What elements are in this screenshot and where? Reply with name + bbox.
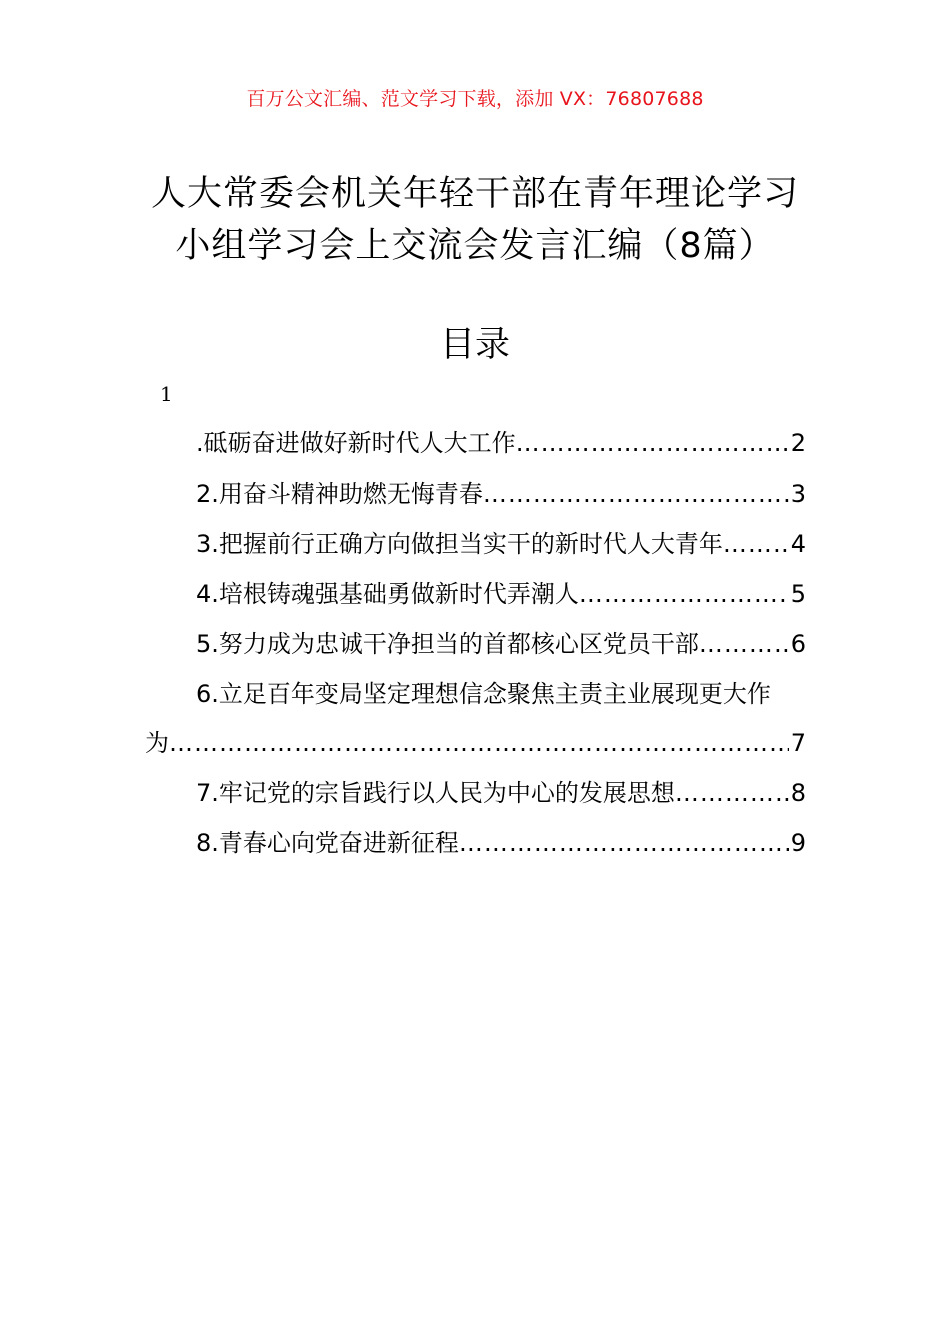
toc-entry-1[interactable] xyxy=(196,423,806,463)
toc-heading: 目录 xyxy=(439,325,510,365)
toc-page-number: 8 xyxy=(790,779,806,807)
toc-page-number: 3 xyxy=(790,480,806,508)
toc-entry-text: .砥砺奋进做好新时代人大工作 xyxy=(196,429,516,457)
toc-leader-dots xyxy=(483,474,789,514)
toc-entry-text-continued: 为 xyxy=(145,729,169,757)
toc-entry-text: 3.把握前行正确方向做担当实干的新时代人大青年 xyxy=(196,530,723,558)
toc-entry-text: 4.培根铸魂强基础勇做新时代弄潮人 xyxy=(196,580,579,608)
header-note: 百万公文汇编、范文学习下载，添加 VX：76807688 xyxy=(246,88,704,110)
toc-leader-dots xyxy=(699,624,789,664)
toc-entry-text: 5.努力成为忠诚干净担当的首都核心区党员干部 xyxy=(196,630,699,658)
toc-page-number: 2 xyxy=(790,429,806,457)
list-number: 1 xyxy=(160,382,173,406)
toc-entry-text: 6.立足百年变局坚定理想信念聚焦主责主业展现更大作 xyxy=(196,680,771,708)
toc-leader-dots xyxy=(675,773,789,813)
toc-entry-3[interactable] xyxy=(196,524,806,564)
toc-entry-7[interactable] xyxy=(196,773,806,813)
toc-entry-text: 7.牢记党的宗旨践行以人民为中心的发展思想 xyxy=(196,779,675,807)
toc-entry-6-continued[interactable] xyxy=(145,723,806,763)
toc-leader-dots xyxy=(459,823,789,863)
toc-leader-dots xyxy=(723,524,789,564)
toc-entry-4[interactable] xyxy=(196,574,806,614)
toc-entry-text: 8.青春心向党奋进新征程 xyxy=(196,829,459,857)
toc-entry-8[interactable] xyxy=(196,823,806,863)
document-title xyxy=(100,168,850,272)
toc-leader-dots xyxy=(516,423,789,463)
toc-leader-dots xyxy=(169,723,789,763)
toc-page-number: 9 xyxy=(790,829,806,857)
toc-entry-2[interactable] xyxy=(196,474,806,514)
title-line-1: 人大常委会机关年轻干部在青年理论学习 xyxy=(150,174,799,214)
toc-page-number: 6 xyxy=(790,630,806,658)
toc-page-number: 5 xyxy=(790,580,806,608)
title-line-2: 小组学习会上交流会发言汇编（8篇） xyxy=(175,226,775,266)
toc-page-number: 7 xyxy=(790,729,806,757)
toc-leader-dots xyxy=(579,574,789,614)
toc-entry-6[interactable] xyxy=(196,674,806,714)
toc-entry-5[interactable] xyxy=(196,624,806,664)
toc-entry-text: 2.用奋斗精神助燃无悔青春 xyxy=(196,480,483,508)
toc-page-number: 4 xyxy=(790,530,806,558)
